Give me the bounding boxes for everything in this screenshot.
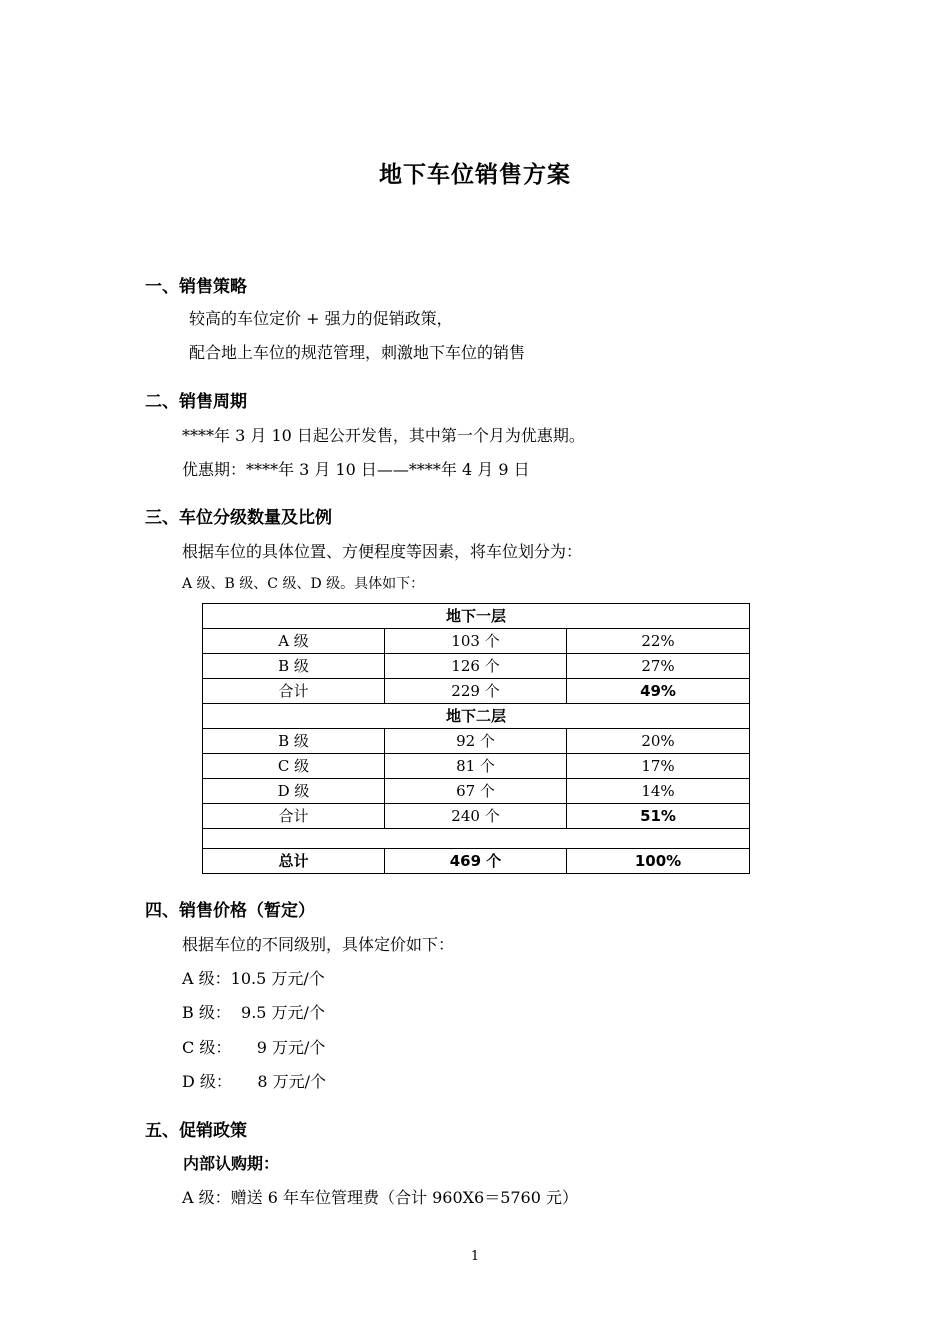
table-cell: 240 个 [385,804,567,829]
table-cell: 14% [567,779,750,804]
table-cell: 合计 [203,804,385,829]
section-1-line-2: 配合地上车位的规范管理，刺激地下车位的销售 [189,343,526,362]
table-cell: D 级 [203,779,385,804]
parking-table [202,603,750,874]
table-cell: 22% [567,629,750,654]
section-5-line: A 级：赠送 6 年车位管理费（合计 960X6＝5760 元） [182,1188,578,1207]
table-cell: C 级 [203,754,385,779]
price-d: D 级： 8 万元/个 [182,1072,327,1091]
page-number: 1 [470,1249,480,1264]
table-row [203,729,750,754]
table-cell: 49% [567,679,750,704]
section-3-line-1: 根据车位的具体位置、方便程度等因素，将车位划分为： [182,542,583,561]
section-5-heading: 五、促销政策 [145,1121,247,1141]
section-4-heading: 四、销售价格（暂定） [145,901,315,921]
price-c: C 级： 9 万元/个 [182,1038,326,1057]
table-cell: 总计 [203,849,385,874]
price-a: A 级：10.5 万元/个 [182,969,325,988]
table-cell: 51% [567,804,750,829]
table-cell: 81 个 [385,754,567,779]
table-spacer-row [203,829,750,849]
floor-1-title: 地下一层 [203,604,750,629]
table-row [203,679,750,704]
table-cell: 92 个 [385,729,567,754]
section-4-line-1: 根据车位的不同级别，具体定价如下： [182,935,455,954]
table-cell: 27% [567,654,750,679]
section-5-subheading: 内部认购期： [183,1154,280,1173]
table-row [203,654,750,679]
price-b: B 级： 9.5 万元/个 [182,1003,325,1022]
table-cell: B 级 [203,654,385,679]
table-cell: 17% [567,754,750,779]
table-cell: A 级 [203,629,385,654]
table-row [203,629,750,654]
section-3-line-2: A 级、B 级、C 级、D 级。具体如下： [182,576,425,592]
section-2-line-1: ****年 3 月 10 日起公开发售，其中第一个月为优惠期。 [182,426,585,445]
table-total-row [203,849,750,874]
section-1-heading: 一、销售策略 [145,277,247,297]
section-3-heading: 三、车位分级数量及比例 [145,508,332,528]
floor-2-title: 地下二层 [203,704,750,729]
document-title: 地下车位销售方案 [379,162,571,188]
table-cell: 20% [567,729,750,754]
table-cell: 合计 [203,679,385,704]
table-cell: 100% [567,849,750,874]
table-cell: 469 个 [385,849,567,874]
section-1-line-1: 较高的车位定价 + 强力的促销政策， [189,309,453,328]
table-cell: 229 个 [385,679,567,704]
table-row [203,804,750,829]
section-2-heading: 二、销售周期 [145,392,247,412]
table-cell: 103 个 [385,629,567,654]
table-cell: 67 个 [385,779,567,804]
section-2-line-2: 优惠期：****年 3 月 10 日——****年 4 月 9 日 [182,460,530,479]
table-row [203,754,750,779]
table-cell: B 级 [203,729,385,754]
table-cell: 126 个 [385,654,567,679]
table-row [203,779,750,804]
